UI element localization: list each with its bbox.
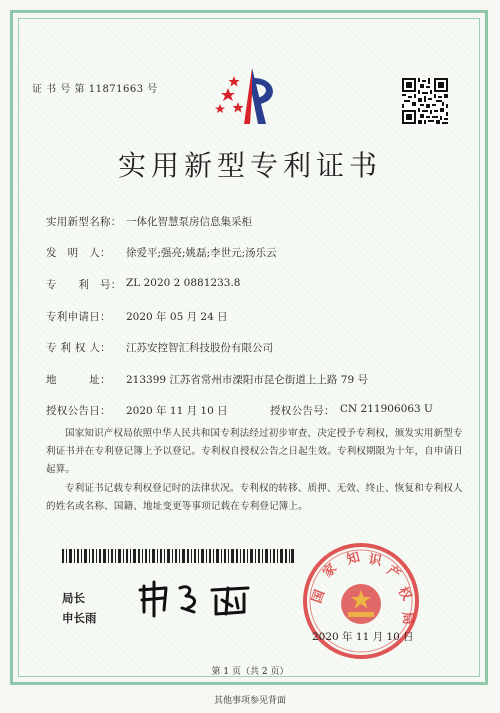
field-value-application-date: 2020 年 05 月 24 日 [126, 311, 228, 323]
director-title: 局长 [62, 591, 85, 605]
footer-note: 其他事项参见背面 [213, 696, 286, 706]
field-value-inventor: 徐爱平;强亮;姚磊;李世元;汤乐云 [126, 247, 277, 259]
announce-no-value: CN 211906063 U [340, 403, 433, 415]
field-label-patentee: 专 利 权 人： [46, 342, 111, 354]
field-label-application-date: 专利申请日： [46, 311, 111, 323]
certificate-number: 证 书 号 第 11871663 号 [32, 84, 158, 95]
field-value-address: 213399 江苏省常州市溧阳市昆仑街道上上路 79 号 [126, 374, 368, 386]
announce-date-label: 授权公告日： [46, 405, 111, 417]
legal-status-paragraph: 专利证书记载专利权登记时的法律状况。专利权的转移、质押、无效、终止、恢复和专利权人的姓名或名称、国籍、地址变更等事项记载在专利登记簿上。 [46, 483, 463, 512]
svg-text:知: 知 [345, 550, 362, 568]
qr-code-icon [402, 78, 448, 124]
svg-text:国: 国 [309, 588, 329, 606]
svg-text:权: 权 [394, 584, 415, 604]
field-label-address: 地 址： [46, 374, 111, 386]
svg-text:产: 产 [383, 562, 403, 583]
announce-no-label: 授权公告号： [270, 405, 335, 417]
field-label-inventor: 发 明 人： [46, 247, 111, 259]
certificate-title: 实用新型专利证书 [117, 149, 382, 182]
barcode-icon [62, 549, 294, 563]
page-indicator: 第 1 页（共 2 页） [211, 667, 289, 677]
svg-text:局: 局 [399, 611, 416, 626]
director-name: 申长雨 [62, 611, 97, 625]
field-value-name: 一体化智慧泵房信息集采柜 [126, 216, 252, 228]
field-value-patentee: 江苏安控智汇科技股份有限公司 [126, 342, 273, 354]
field-label-name: 实用新型名称： [46, 216, 122, 228]
svg-text:家: 家 [320, 561, 341, 581]
field-value-patent-no: ZL 2020 2 0881233.8 [126, 277, 241, 289]
announce-date-value: 2020 年 11 月 10 日 [126, 405, 228, 417]
grant-paragraph: 国家知识产权局依照中华人民共和国专利法经过初步审查，决定授予专利权，颁发实用新型专利证书并在专利登记簿上予以登记。专利权自授权公告之日起生效。专利权期限为十年，自申请日起算。 [46, 428, 464, 475]
svg-text:识: 识 [367, 552, 383, 570]
field-label-patent-no: 专 利 号： [46, 279, 122, 291]
signature-icon [136, 578, 266, 618]
patent-office-logo-icon [214, 64, 290, 130]
seal-date: 2020 年 11 月 10 日 [312, 631, 414, 643]
